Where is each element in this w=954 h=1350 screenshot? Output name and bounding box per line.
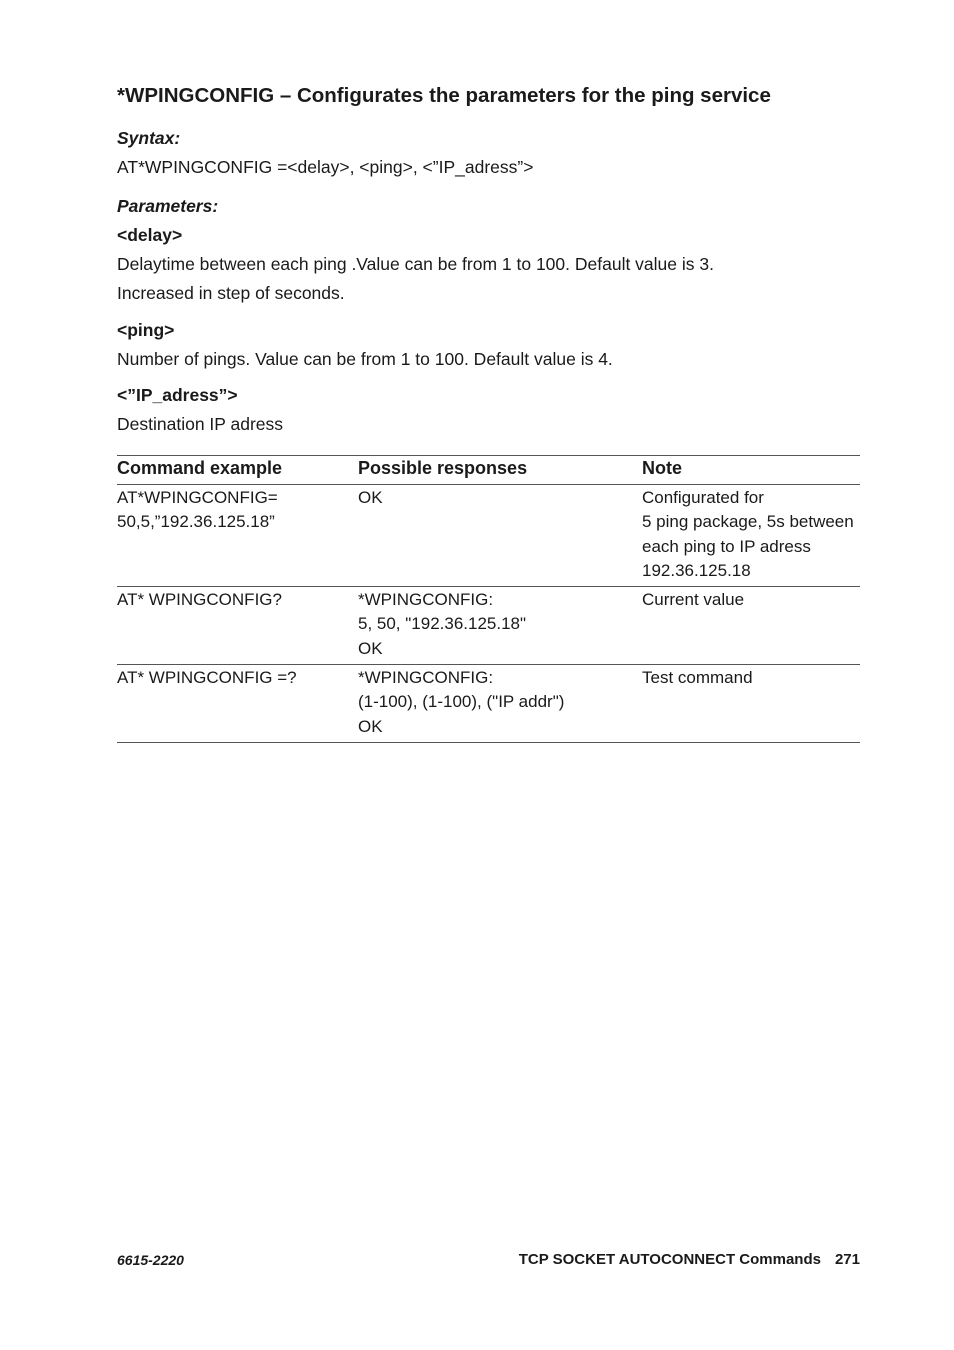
syntax-text: AT*WPINGCONFIG =<delay>, <ping>, <”IP_adress”> [117,157,534,177]
table-cell-response: OK [358,488,383,507]
param-delay-name: <delay> [117,225,183,245]
parameters-label: Parameters: [117,196,219,216]
param-ip-desc: Destination IP adress [117,414,284,434]
table-cell-command: AT* WPINGCONFIG =? [117,668,297,687]
table-row-rule [117,664,860,665]
table-row-rule [117,586,860,587]
table-cell-response: *WPINGCONFIG: 5, 50, "192.36.125.18" OK [358,590,527,658]
table-cell-response: *WPINGCONFIG: (1-100), (1-100), ("IP addr") OK [358,668,565,736]
param-ip-name: <”IP_adress”> [117,385,238,405]
table-cell-note: Configurated for 5 ping package, 5s between each ping to IP adress 192.36.125.18 [642,488,854,580]
table-cell-command: AT*WPINGCONFIG= 50,5,”192.36.125.18” [117,488,278,532]
table-cell-note: Test command [642,668,753,687]
table-cell-command: AT* WPINGCONFIG? [117,590,282,609]
section-title: *WPINGCONFIG – Configurates the parameters for the ping service [117,84,771,107]
table-header-command: Command example [117,458,283,478]
param-delay-desc-line2: Increased in step of seconds. [117,283,345,303]
table-cell-note: Current value [642,590,745,609]
param-delay-desc-line1: Delaytime between each ping .Value can be from 1 to 100. Default value is 3. [117,254,714,274]
table-header-responses: Possible responses [358,458,528,478]
param-ping-desc: Number of pings. Value can be from 1 to 100. Default value is 4. [117,349,613,369]
table-header-note: Note [642,458,682,478]
footer-doc-number: 6615-2220 [117,1252,184,1268]
footer-section [519,1251,860,1268]
footer-section-title: TCP SOCKET AUTOCONNECT Commands [518,1251,821,1268]
table-top-rule [117,455,860,456]
table-header-rule [117,484,860,485]
table-bottom-rule [117,742,860,743]
footer-page-number: 271 [834,1251,860,1268]
param-ping-name: <ping> [117,320,175,340]
syntax-label: Syntax: [117,128,181,148]
